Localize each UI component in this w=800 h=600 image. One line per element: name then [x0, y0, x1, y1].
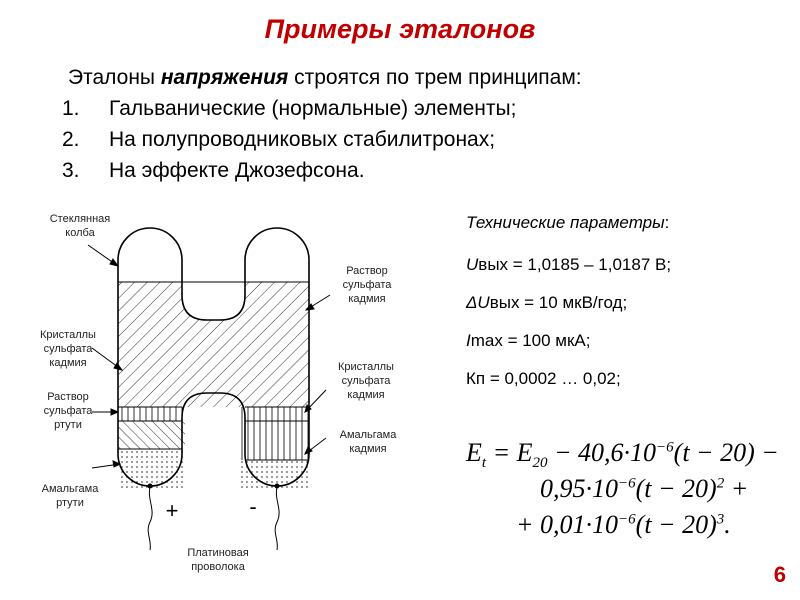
- formula-line-3: + $0,01\cdot 10^{-6}(t - 20)^3$.: [516, 510, 731, 539]
- parameters-heading: Технические параметры:: [466, 213, 670, 232]
- technical-parameters: [466, 213, 671, 407]
- formula-line-2: $0,95\cdot 10^{-6}(t - 20)^2$ +: [540, 474, 749, 503]
- parameter-line: Uвых = 1,0185 – 1,0187 В;: [466, 255, 672, 274]
- plus-terminal-sign: +: [165, 498, 179, 523]
- label-cadmium-amalgam: Амальгама кадмия: [339, 429, 397, 455]
- parameter-line: Imax = 100 мкА;: [466, 331, 591, 350]
- list-item: [62, 124, 516, 155]
- parameter-line: Кп = 0,0002 … 0,02;: [466, 369, 621, 388]
- list-number: 1.: [62, 97, 80, 120]
- list-text: На эффекте Джозефсона.: [109, 159, 365, 182]
- label-cadmium-sulfate-crystals: Кристаллы сульфата кадмия: [40, 329, 96, 369]
- parameter-line: ΔUвых = 10 мкВ/год;: [466, 293, 628, 312]
- label-platinum-wire: Платиновая проволока: [187, 547, 249, 573]
- minus-terminal-sign: -: [249, 494, 257, 519]
- label-cadmium-sulfate-crystals-right: Кристаллы сульфата кадмия: [338, 361, 394, 401]
- cell-fillings: [100, 282, 330, 490]
- list-text: Гальванические (нормальные) элементы;: [109, 97, 517, 120]
- label-mercury-sulfate-solution: Раствор сульфата ртути: [43, 391, 93, 431]
- list-number: 2.: [62, 128, 80, 151]
- label-mercury-amalgam: Амальгама ртути: [41, 483, 99, 509]
- slide-title: Примеры эталонов: [264, 14, 536, 44]
- label-glass-flask: Стеклянная колба: [49, 213, 111, 239]
- weston-cell-diagram: [0, 200, 420, 600]
- intro-bold: напряжения: [160, 66, 289, 89]
- list-text: На полупроводниковых стабилитронах;: [109, 128, 496, 151]
- list-item: [62, 93, 516, 124]
- intro-text: [68, 66, 582, 90]
- principles-list: [62, 93, 516, 186]
- formula-line-1: $E_t = E_{20} - 40,6\cdot 10^{-6}(t - 20)$ −: [466, 438, 779, 472]
- intro-prefix: Эталоны: [68, 66, 161, 89]
- list-number: 3.: [62, 159, 80, 182]
- intro-suffix: строятся по трем принципам:: [288, 66, 582, 89]
- list-item: [62, 155, 516, 186]
- page-number: 6: [773, 562, 786, 587]
- label-cadmium-sulfate-solution: Раствор сульфата кадмия: [342, 265, 392, 305]
